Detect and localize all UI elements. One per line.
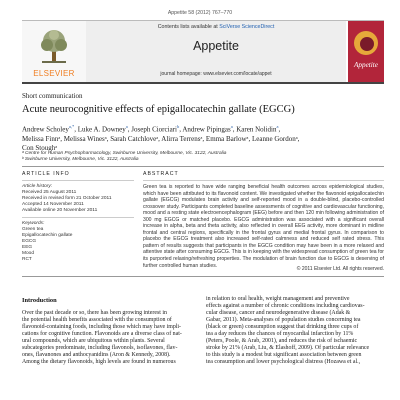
journal-cover-image <box>348 21 384 82</box>
journal-title: Appetite <box>193 39 239 53</box>
divider <box>22 217 134 218</box>
text-line: tea consumption and lower psychological distress (Hozawa et al., <box>206 359 361 366</box>
journal-banner <box>86 21 346 82</box>
keyword: Mood <box>22 251 34 256</box>
history-item: Received in revised form 21 October 2011 <box>22 196 112 201</box>
history-item: Received 25 August 2011 <box>22 190 77 195</box>
cover-title: Appetite <box>354 61 378 69</box>
article-title: Acute neurocognitive effects of epigallocatechin gallate (EGCG) <box>22 104 295 115</box>
keyword: EEG <box>22 245 33 250</box>
sciencedirect-link[interactable]: SciVerse ScienceDirect <box>219 24 275 30</box>
abstract-text: Green tea is reported to have wide ranging beneficial health outcomes across epidemiological studies, which have been attributed to its flavonoid content. We investigated whether the flavonoid epigallocatechin gallate (EGCG) modulates brain activity and self-reported mood in a double-blind, placebo-controlled crossover study. Participants completed baseline assessments of cognitive and cardiovascular functioning, mood and a resting state electroencephalogram (EEG) before and then 120 min following administration of 300 mg EGCG or matched placebo. EGCG administration was associated with a significant overall increase in alpha, beta and theta activity, also reflected in overall EEG activity, more dominant in midline frontal and central regions, specifically in the frontal gyrus and medial frontal gyrus. In comparison to placebo the EGCG treatment also increased self-rated calmness and reduced self rated stress. This pattern of results suggests that participants in the EGCG condition may have been in a more relaxed and attentive state after consuming EGCG. This is in keeping with the widespread consumption of green tea for its purported relaxing/refreshing properties. The modulation of brain function due to EGCG is deserving of further controlled human studies. <box>143 184 384 269</box>
affiliation-b: ᵇ Swinburne University, Melbourne, Vic. 3122, Australia <box>22 157 139 162</box>
author-name[interactable]: , Luke A. Downey <box>74 125 126 134</box>
author-name[interactable]: , Andrew Pipingas <box>179 125 231 134</box>
author-line-3[interactable]: Con Stoughᵃ <box>22 144 58 153</box>
journal-homepage[interactable]: journal homepage: www.elsevier.com/locate/appet <box>160 71 272 77</box>
contents-line <box>86 24 346 30</box>
text-line: to this study is a modest but significant association between green <box>206 352 362 359</box>
affiliation-marker[interactable]: a,* <box>68 124 75 129</box>
text-line: (black or green) consumption suggest that drinking three cups of <box>206 324 359 331</box>
text-line: flavonoid-containing foods, including those which may have impli- <box>22 324 182 331</box>
text-line: Gabar, 2011). Meta-analyses of population studies concerning tea <box>206 317 361 324</box>
keywords <box>22 221 134 263</box>
text-line: Among the dietary flavonoids, high levels are found in numerous <box>22 359 176 366</box>
publisher-name: ELSEVIER <box>33 69 75 78</box>
history-label: Article history: <box>22 184 53 189</box>
journal-header <box>22 20 384 84</box>
publisher-logo-box <box>22 21 86 82</box>
text-line: cular disease, cancer and neurodegenerative disease (Adak & <box>206 310 351 317</box>
affiliation-marker[interactable]: a <box>276 124 279 129</box>
history-item: Available online 20 November 2011 <box>22 208 98 213</box>
journal-citation: Appetite 58 (2012) 767–770 <box>167 10 233 16</box>
introduction-heading: Introduction <box>22 297 57 304</box>
text-line: effects against a number of chronic conditions including cardiovas- <box>206 303 365 310</box>
section-type: Short communication <box>22 92 83 100</box>
author-line-2[interactable]: Melissa Finnᵃ, Melissa Winesᵃ, Sarah Catchloveᵃ, Alirra Terrensᵃ, Emma Barlowᵃ, Leanne Gordonᵃ, <box>22 134 300 143</box>
divider <box>22 180 134 181</box>
text-line: (Peters, Poole, & Arab, 2001), and reduces the risk of ischaemic <box>206 338 358 345</box>
abstract-heading: ABSTRACT <box>143 171 179 177</box>
elsevier-tree-icon <box>36 27 72 65</box>
text-line: ural compounds, which are ubiquitous within plants. Several <box>22 338 165 345</box>
divider <box>143 180 384 181</box>
divider <box>22 166 384 167</box>
text-line: ones, flavanones and anthocyanidins (Aron & Kennedy, 2008). <box>22 352 171 359</box>
intro-left-column <box>22 310 198 366</box>
affiliation-a: ᵃ Centre for Human Psychopharmacology, Swinburne University, Melbourne, Vic. 3122, Australia <box>22 151 227 156</box>
copyright: © 2011 Elsevier Ltd. All rights reserved. <box>296 266 384 272</box>
cover-fruit-inner-icon <box>360 37 374 51</box>
article-history <box>22 184 134 214</box>
author-separator: , <box>278 125 281 134</box>
text-line: cations for cognitive function. Flavonoids are a diverse class of nat- <box>22 331 182 338</box>
keywords-label: Keywords: <box>22 221 45 226</box>
text-line: stroke by 21% (Arab, Liu, & Elashoff, 2009). Of particular relevance <box>206 345 370 352</box>
text-line: in relation to oral health, weight management and preventive <box>206 296 350 302</box>
text-line: subcategories predominate, including flavonols, isoflavones, flav- <box>22 345 178 352</box>
keyword: Green tea <box>22 227 44 232</box>
affiliation-marker[interactable]: b <box>176 124 180 129</box>
author-name[interactable]: , Joseph Ciorciari <box>127 125 177 134</box>
author-name[interactable]: , Karen Nolidin <box>232 125 277 134</box>
keyword: RCT <box>22 257 32 262</box>
text-line: the potential health benefits associated with the consumption of <box>22 317 172 324</box>
affiliation-marker[interactable]: a <box>230 124 233 129</box>
author-name[interactable]: Andrew Scholey <box>22 125 69 134</box>
text-line: Over the past decade or so, there has been growing interest in <box>22 310 167 316</box>
keyword: Epigallocatechin gallate <box>22 233 73 238</box>
affiliations <box>22 151 384 163</box>
author-line-1 <box>22 122 384 135</box>
contents-prefix: Contents lists available at <box>157 24 218 30</box>
keyword: EGCG <box>22 239 37 244</box>
history-item: Accepted 14 November 2011 <box>22 202 84 207</box>
divider <box>22 276 384 277</box>
author-list <box>22 122 384 154</box>
affiliation-marker[interactable]: a <box>125 124 128 129</box>
intro-right-column <box>206 296 384 366</box>
text-line: tea a day reduces the chances of myocardial infarction by 11% <box>206 331 354 338</box>
article-info-heading: ARTICLE INFO <box>22 171 70 177</box>
